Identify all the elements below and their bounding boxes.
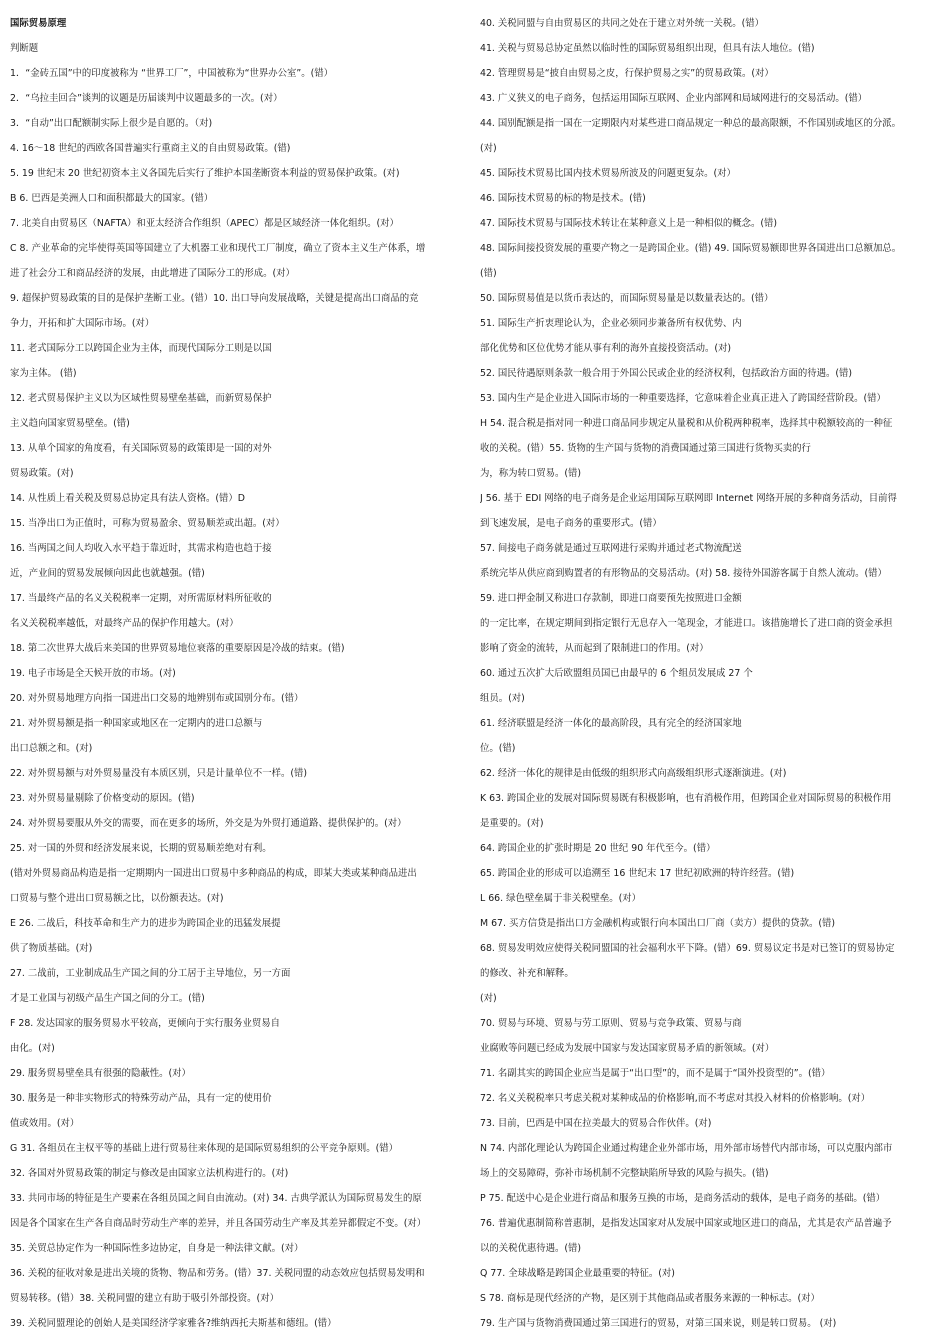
text-line: 7. 北美自由贸易区（NAFTA）和亚太经济合作组织（APEC）都是区域经济一体化组织。(对） [10, 218, 399, 229]
document-title: 国际贸易原理 [10, 18, 67, 29]
text-line: 72. 名义关税税率只考虑关税对某种成品的价格影响,而不考虑对其投入材料的价格影响。(对） [480, 1093, 871, 1104]
text-line: (错对外贸易商品构造是指一定期期内一国进出口贸易中多种商品的构成，即某大类或某种商品进出 [10, 868, 417, 879]
text-line: L 66. 绿色壁垒属于非关税壁垒。(对） [480, 893, 642, 904]
text-line: 32. 各国对外贸易政策的制定与修改是由国家立法机构进行的。(对) [10, 1168, 289, 1179]
text-line: 25. 对一国的外贸和经济发展来说，长期的贸易顺差绝对有利。 [10, 843, 272, 854]
text-line: N 74. 内部化理论认为跨国企业通过构建企业外部市场，用外部市场替代内部市场，可以克服内部市 [480, 1143, 893, 1154]
text-line: 16. 当两国之间人均收入水平趋于靠近时，其需求构造也趋于接 [10, 543, 272, 554]
text-line: 29. 服务贸易壁垒具有很强的隐蔽性。(对） [10, 1068, 191, 1079]
left-column [10, 11, 472, 1336]
text-line: 由化。(对) [10, 1043, 55, 1054]
text-line: (错) [480, 268, 497, 279]
text-line: 50. 国际贸易值是以货币表达的，而国际贸易量是以数量表达的。(错） [480, 293, 774, 304]
text-line: M 67. 买方信贷是指出口方金融机构或银行向本国出口厂商（卖方）提供的贷款。(错) [480, 918, 836, 929]
text-line: 13. 从单个国家的角度看，有关国际贸易的政策即是一国的对外 [10, 443, 272, 454]
text-line: 家为主体。 (错) [10, 368, 77, 379]
text-line: 出口总额之和。(对) [10, 743, 93, 754]
text-line: 62. 经济一体化的规律是由低级的组织形式向高级组织形式逐渐演进。(对) [480, 768, 787, 779]
text-line: J 56. 基于 EDI 网络的电子商务是企业运用国际互联网即 Internet 网络开展的多种商务活动，目前得 [480, 493, 897, 504]
text-line: 判断题 [10, 43, 39, 54]
text-line: 值或效用。(对） [10, 1118, 80, 1129]
text-line: 59. 进口押金制又称进口存款制，即进口商要预先按照进口金额 [480, 593, 742, 604]
text-line: P 75. 配送中心是企业进行商品和服务互换的市场，是商务活动的载体，是电子商务的基础。(错） [480, 1193, 886, 1204]
text-line: 21. 对外贸易额是指一种国家或地区在一定期内的进口总额与 [10, 718, 263, 729]
text-line: 12. 老式贸易保护主义以为区域性贸易壁垒基础，而新贸易保护 [10, 393, 272, 404]
text-line: 68. 贸易发明效应使得关税同盟国的社会福利水平下降。(错）69. 贸易议定书是对已签订的贸易协定 [480, 943, 895, 954]
text-line: S 78. 商标是现代经济的产物，是区别于其他商品或者服务来源的一种标志。(对） [480, 1293, 820, 1304]
text-line: C 8. 产业革命的完毕使得英国等国建立了大机器工业和现代工厂制度，确立了资本主义生产体系，增 [10, 243, 426, 254]
text-line: 47. 国际技术贸易与国际技术转让在某种意义上是一种相似的概念。(错) [480, 218, 778, 229]
text-line: 20. 对外贸易地理方向指一国进出口交易的地辨别布或国别分布。(错） [10, 693, 304, 704]
text-line: 3．“自动”出口配额制实际上很少是自愿的。（对) [10, 118, 213, 129]
text-line: 60. 通过五次扩大后欧盟组员国已由最早的 6 个组员发展成 27 个 [480, 668, 753, 679]
text-line: 18. 第二次世界大战后来美国的世界贸易地位衰落的重要原因是冷战的结束。(错) [10, 643, 345, 654]
text-line: 口贸易与整个进出口贸易额之比，以份额表达。(对) [10, 893, 224, 904]
text-line: 才是工业国与初级产品生产国之间的分工。(错) [10, 993, 205, 1004]
text-line: 位。(错) [480, 743, 516, 754]
text-line: 19. 电子市场是全天候开放的市场。(对) [10, 668, 176, 679]
text-line: 79. 生产国与货物消费国通过第三国进行的贸易，对第三国来说，则是转口贸易。 (对) [480, 1318, 837, 1329]
text-line: 14. 从性质上看关税及贸易总协定具有法人资格。(错）D [10, 493, 246, 504]
text-line: 9. 超保护贸易政策的目的是保护垄断工业。(错）10. 出口导向发展战略，关键是提高出口商品的竞 [10, 293, 419, 304]
text-line: 45. 国际技术贸易比国内技术贸易所波及的问题更复杂。(对） [480, 168, 736, 179]
text-line: 30. 服务是一种非实物形式的特殊劳动产品，具有一定的使用价 [10, 1093, 272, 1104]
text-line: 51. 国际生产折衷理论认为，企业必须同步兼备所有权优势、内 [480, 318, 742, 329]
text-line: 48. 国际间接投资发展的重要产物之一是跨国企业。(错) 49. 国际贸易额即世界各国进出口总额加总。 [480, 243, 902, 254]
text-line: 70. 贸易与环境、贸易与劳工原则、贸易与竞争政策、贸易与商 [480, 1018, 742, 1029]
text-line: E 26. 二战后，科技革命和生产力的进步为跨国企业的迅猛发展提 [10, 918, 281, 929]
text-line: 的一定比率，在规定期间到指定银行无息存入一笔现金，才能进口。该措施增长了进口商的资金承担 [480, 618, 893, 629]
text-line: 贸易政策。(对) [10, 468, 74, 479]
text-line: 部化优势和区位优势才能从事有利的海外直接投资活动。(对) [480, 343, 732, 354]
text-line: 5. 19 世纪末 20 世纪初资本主义各国先后实行了维护本国垄断资本利益的贸易保护政策。(对) [10, 168, 400, 179]
text-line: 39. 关税同盟理论的创始人是美国经济学家雅各?维纳西托夫斯基和德纽。(错） [10, 1318, 337, 1329]
text-line: 76. 普遍优惠制简称普惠制，是指发达国家对从发展中国家或地区进口的商品，尤其是农产品普遍予 [480, 1218, 892, 1229]
text-line: 36. 关税的征收对象是进出关境的货物、物品和劳务。(错）37. 关税同盟的动态效应包括贸易发明和 [10, 1268, 425, 1279]
text-line: K 63. 跨国企业的发展对国际贸易既有积极影响，也有消极作用，但跨国企业对国际贸易的积极作用 [480, 793, 892, 804]
text-line: (对) [480, 993, 497, 1004]
text-line: H 54. 混合税是指对同一种进口商品同步规定从量税和从价税两种税率，选择其中税额较高的一种征 [480, 418, 893, 429]
text-line: 的修改、补充和解释。 [480, 968, 574, 979]
text-line: 影响了资金的流转，从而起到了限制进口的作用。(对） [480, 643, 709, 654]
text-line: 44. 国别配额是指一国在一定期限内对某些进口商品规定一种总的最高限额，不作国别或地区的分派。 [480, 118, 902, 129]
text-line: 以的关税优惠待遇。(错) [480, 1243, 582, 1254]
text-line: 组员。(对) [480, 693, 525, 704]
text-line: 27. 二战前，工业制成品生产国之间的分工居于主导地位，另一方面 [10, 968, 291, 979]
text-line: 供了物质基础。(对) [10, 943, 93, 954]
text-line: 41. 关税与贸易总协定虽然以临时性的国际贸易组织出现，但具有法人地位。(错) [480, 43, 815, 54]
text-line: 73. 目前，巴西是中国在拉美最大的贸易合作伙伴。(对) [480, 1118, 712, 1129]
text-line: 57. 间接电子商务就是通过互联网进行采购并通过老式物流配送 [480, 543, 742, 554]
text-line: 35. 关贸总协定作为一种国际性多边协定，自身是一种法律文献。(对） [10, 1243, 304, 1254]
text-line: 是重要的。(对) [480, 818, 544, 829]
text-line: 11. 老式国际分工以跨国企业为主体，而现代国际分工则是以国 [10, 343, 272, 354]
text-line: 系统完毕从供应商到购置者的有形物品的交易活动。(对) 58. 接待外国游客属于自然人流动。(错） [480, 568, 887, 579]
text-line: 43. 广义狭义的电子商务，包括运用国际互联网、企业内部网和局域网进行的交易活动。(错） [480, 93, 868, 104]
text-line: 24. 对外贸易要服从外交的需要，而在更多的场所，外交是为外贸打通道路、提供保护的。(对） [10, 818, 407, 829]
text-line: 到飞速发展，是电子商务的重要形式。(错） [480, 518, 662, 529]
text-line: 71. 名副其实的跨国企业应当是属于“出口型”的，而不是属于“国外投资型的”。(错） [480, 1068, 831, 1079]
text-line: 53. 国内生产是企业进入国际市场的一种重要选择，它意味着企业真正进入了跨国经营阶段。(错） [480, 393, 886, 404]
text-line: 61. 经济联盟是经济一体化的最高阶段，具有完全的经济国家地 [480, 718, 742, 729]
text-line: 名义关税税率越低，对最终产品的保护作用越大。(对） [10, 618, 239, 629]
text-line: 33. 共同市场的特征是生产要素在各组员国之间自由流动。(对) 34. 古典学派认为国际贸易发生的原 [10, 1193, 422, 1204]
text-line: 为，称为转口贸易。(错) [480, 468, 582, 479]
text-line: 2．“乌拉圭回合”谈判的议题是历届谈判中议题最多的一次。(对） [10, 93, 283, 104]
text-line: 65. 跨国企业的形成可以追溯至 16 世纪末 17 世纪初欧洲的特许经营。(错) [480, 868, 795, 879]
text-line: 4. 16～18 世纪的西欧各国普遍实行重商主义的自由贸易政策。(错) [10, 143, 291, 154]
text-line: 因是各个国家在生产各自商品时劳动生产率的差异，并且各国劳动生产率及其差异都假定不变。(对） [10, 1218, 427, 1229]
text-line: 52. 国民待遇原则条款一般合用于外国公民或企业的经济权利，包括政治方面的待遇。(错) [480, 368, 853, 379]
text-line: 业腐败等问题已经成为发展中国家与发达国家贸易矛盾的新领域。(对） [480, 1043, 775, 1054]
text-line: 22. 对外贸易额与对外贸易量没有本质区别，只是计量单位不一样。(错) [10, 768, 308, 779]
text-line: 争力，开拓和扩大国际市场。(对） [10, 318, 155, 329]
text-line: 场上的交易障碍，弥补市场机制不完整缺陷所导致的风险与损失。(错) [480, 1168, 769, 1179]
text-line: B 6. 巴西是美洲人口和面积都最大的国家。(错） [10, 193, 214, 204]
text-line: 收的关税。(错）55. 货物的生产国与货物的消费国通过第三国进行货物买卖的行 [480, 443, 811, 454]
text-line: (对) [480, 143, 497, 154]
text-line: 46. 国际技术贸易的标的物是技术。(错) [480, 193, 646, 204]
text-line: 进了社会分工和商品经济的发展，由此增进了国际分工的形成。(对） [10, 268, 295, 279]
text-line: 64. 跨国企业的扩张时期是 20 世纪 90 年代至今。(错） [480, 843, 716, 854]
text-line: 42. 管理贸易是“披自由贸易之皮，行保护贸易之实”的贸易政策。(对） [480, 68, 774, 79]
text-line: 17. 当最终产品的名义关税税率一定期，对所需原材料所征收的 [10, 593, 272, 604]
text-line: 主义趋向国家贸易壁垒。(错) [10, 418, 130, 429]
text-line: G 31. 各组员在主权平等的基础上进行贸易往来体现的是国际贸易组织的公平竞争原则。(错） [10, 1143, 399, 1154]
text-line: F 28. 发达国家的服务贸易水平较高，更倾向于实行服务业贸易自 [10, 1018, 281, 1029]
right-column [480, 11, 942, 1336]
text-line: 15. 当净出口为正值时，可称为贸易盈余、贸易顺差或出超。(对） [10, 518, 285, 529]
text-line: 近，产业间的贸易发展倾向因此也就越强。(错) [10, 568, 205, 579]
text-line: 1．“金砖五国”中的印度被称为 “世界工厂”，中国被称为“世界办公室”。(错） [10, 68, 333, 79]
text-line: 23. 对外贸易量剔除了价格变动的原因。(错) [10, 793, 195, 804]
text-line: 40. 关税同盟与自由贸易区的共同之处在于建立对外统一关税。(错） [480, 18, 765, 29]
text-line: 贸易转移。(错）38. 关税同盟的建立有助于吸引外部投资。(对） [10, 1293, 279, 1304]
text-line: Q 77. 全球战略是跨国企业最重要的特征。(对) [480, 1268, 675, 1279]
